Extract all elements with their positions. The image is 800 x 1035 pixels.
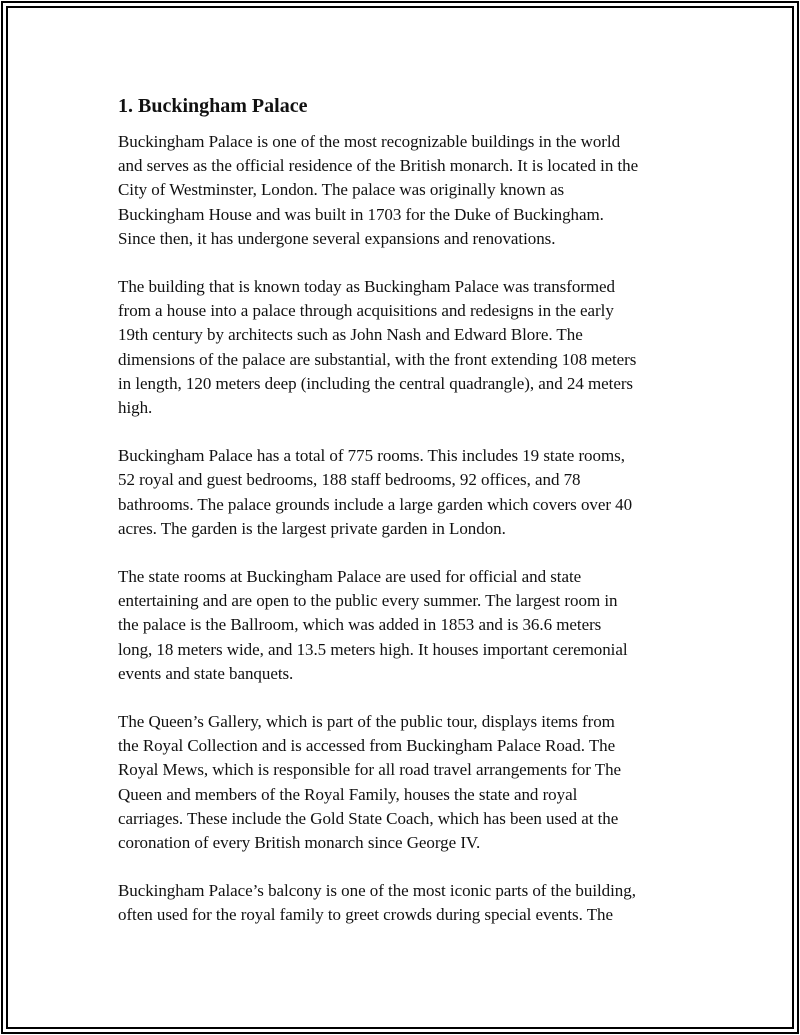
paragraph-line: The state rooms at Buckingham Palace are used for official and state [118,567,582,587]
paragraph-line: The building that is known today as Buckingham Palace was transformed [118,277,615,297]
document-body [118,92,698,952]
paragraph-line: City of Westminster, London. The palace was originally known as [118,180,565,200]
paragraph-line: Buckingham House and was built in 1703 for the Duke of Buckingham. [118,204,604,224]
paragraphs [118,130,698,928]
paragraph-line: high. [118,398,153,418]
paragraph-line: and serves as the official residence of the British monarch. It is located in the [118,156,639,176]
paragraph-line: coronation of every British monarch since George IV. [118,833,481,853]
section-heading: 1. Buckingham Palace [118,95,308,117]
paragraph-line: acres. The garden is the largest private garden in London. [118,518,506,538]
paragraph [118,879,698,927]
paragraph-line: Queen and members of the Royal Family, houses the state and royal [118,784,578,804]
paragraph-line: entertaining and are open to the public every summer. The largest room in [118,591,618,611]
paragraph-line: often used for the royal family to greet crowds during special events. The [118,905,613,925]
paragraph-line: Buckingham Palace’s balcony is one of the most iconic parts of the building, [118,881,636,901]
paragraph-line: the Royal Collection and is accessed from Buckingham Palace Road. The [118,736,616,756]
paragraph-line: carriages. These include the Gold State Coach, which has been used at the [118,808,619,828]
paragraph-line: long, 18 meters wide, and 13.5 meters high. It houses important ceremonial [118,639,628,659]
paragraph-line: events and state banquets. [118,663,294,683]
paragraph [118,130,698,251]
paragraph-line: 19th century by architects such as John Nash and Edward Blore. The [118,325,583,345]
paragraph [118,275,698,420]
paragraph-line: The Queen’s Gallery, which is part of the public tour, displays items from [118,712,615,732]
paragraph-line: 52 royal and guest bedrooms, 188 staff bedrooms, 92 offices, and 78 [118,470,581,490]
paragraph-line: Buckingham Palace is one of the most recognizable buildings in the world [118,132,621,151]
paragraph [118,444,698,541]
paragraph-line: Since then, it has undergone several expansions and renovations. [118,228,556,248]
paragraph-line: dimensions of the palace are substantial, with the front extending 108 meters [118,349,637,369]
paragraph [118,565,698,686]
paragraph-line: in length, 120 meters deep (including the central quadrangle), and 24 meters [118,373,633,393]
paragraph-line: from a house into a palace through acquisitions and redesigns in the early [118,301,614,321]
paragraph-line: bathrooms. The palace grounds include a large garden which covers over 40 [118,494,633,514]
paragraph [118,710,698,855]
paragraph-line: Buckingham Palace has a total of 775 rooms. This includes 19 state rooms, [118,446,625,466]
paragraph-line: the palace is the Ballroom, which was added in 1853 and is 36.6 meters [118,615,602,635]
paragraph-line: Royal Mews, which is responsible for all road travel arrangements for The [118,760,622,780]
